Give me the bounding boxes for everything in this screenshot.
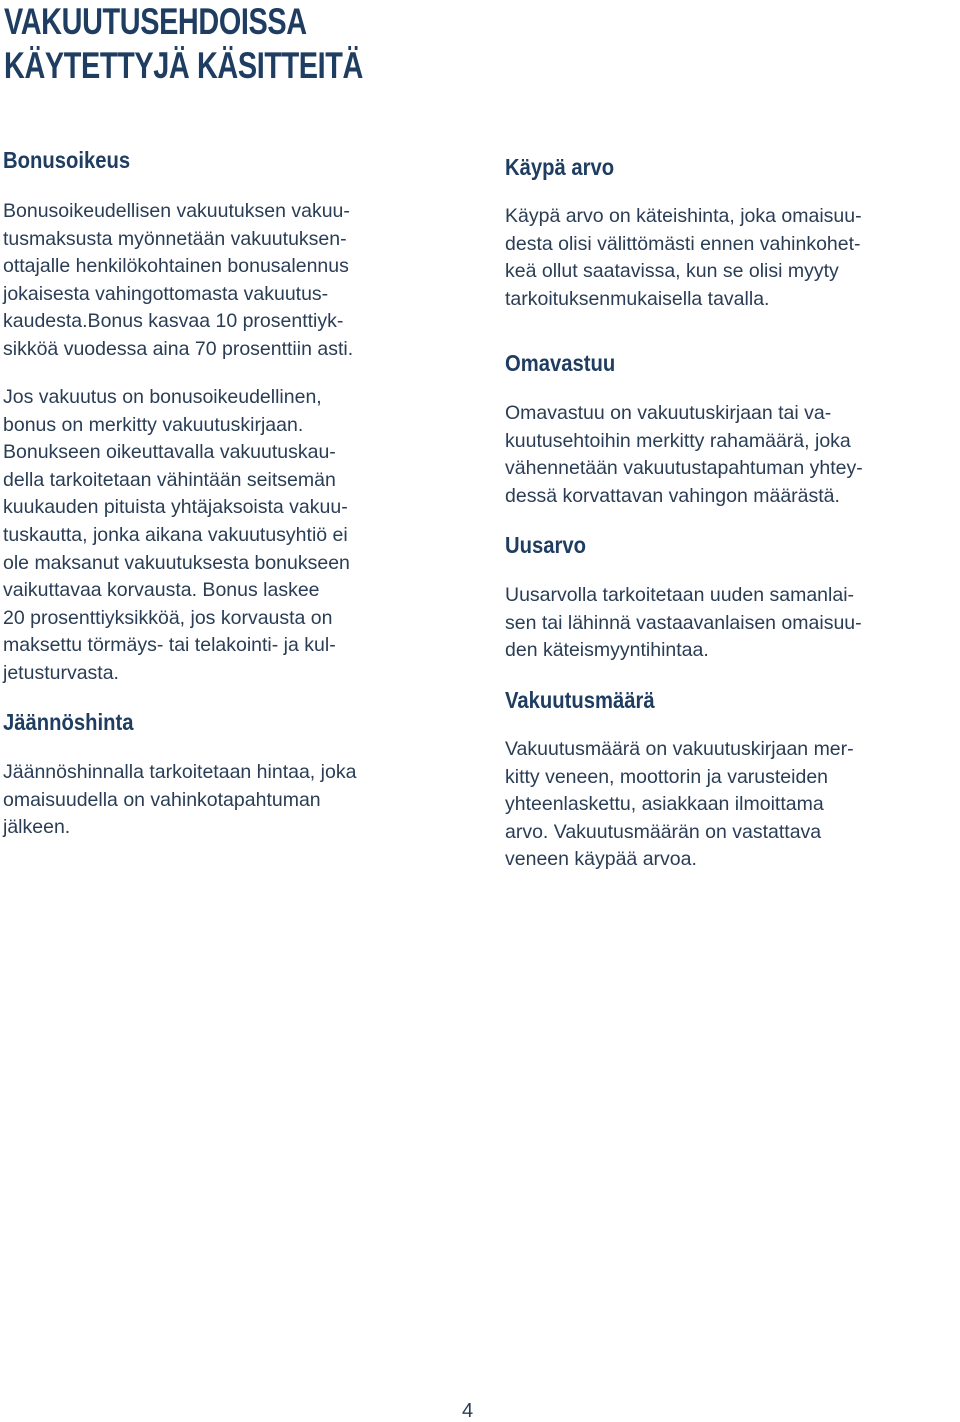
vakuutusmaara-paragraph — [505, 736, 955, 874]
page-title-line-2: KÄYTETTYJÄ KÄSITTEITÄ — [4, 45, 363, 86]
text-line: ole maksanut vakuutuksesta bonukseen — [3, 551, 350, 574]
uusarvo-paragraph — [505, 582, 955, 665]
text-line: den käteismyyntihintaa. — [505, 639, 709, 662]
text-line: Jos vakuutus on bonusoikeudellinen, — [3, 386, 322, 408]
text-line: Bonusoikeudellisen vakuutuksen vakuu- — [3, 200, 350, 222]
section-bonusoikeus — [3, 146, 453, 174]
jaannoshinta-paragraph — [3, 759, 453, 842]
text-line: arvo. Vakuutusmäärän on vastattava — [505, 820, 822, 843]
text-line: jokaisesta vahingottomasta vakuutus- — [3, 282, 329, 305]
text-line: ottajalle henkilökohtainen bonusalennus — [3, 255, 349, 278]
text-line: bonus on merkitty vakuutuskirjaan. — [3, 413, 304, 436]
section-kaypa-arvo — [505, 153, 955, 181]
page-number: 4 — [462, 1400, 474, 1422]
text-line: kuutusehtoihin merkitty rahamäärä, joka — [505, 429, 851, 452]
text-line: jälkeen. — [3, 816, 71, 839]
heading-vakuutusmaara: Vakuutusmäärä — [505, 687, 655, 713]
text-line: della tarkoitetaan vähintään seitsemän — [3, 468, 336, 491]
text-line: kitty veneen, moottorin ja varusteiden — [505, 765, 829, 788]
text-line: yhteenlaskettu, asiakkaan ilmoittama — [505, 793, 824, 816]
omavastuu-paragraph — [505, 400, 955, 510]
text-line: keä ollut saatavissa, kun se olisi myyty — [505, 260, 839, 283]
section-omavastuu — [505, 349, 955, 377]
bonusoikeus-paragraph-2 — [3, 384, 453, 688]
text-line: Uusarvolla tarkoitetaan uuden samanlai- — [505, 584, 855, 606]
text-line: desta olisi välittömästi ennen vahinkohet- — [505, 232, 861, 255]
text-line: tuskautta, jonka aikana vakuutusyhtiö ei — [3, 523, 348, 546]
text-line: vaikuttavaa korvausta. Bonus laskee — [3, 579, 320, 602]
text-line: veneen käypää arvoa. — [505, 848, 697, 871]
bonusoikeus-paragraph-1 — [3, 198, 453, 364]
section-uusarvo — [505, 531, 955, 559]
text-line: Omavastuu on vakuutuskirjaan tai va- — [505, 402, 832, 424]
heading-jaannoshinta: Jäännöshinta — [3, 709, 134, 735]
text-line: dessä korvattavan vahingon määrästä. — [505, 484, 840, 507]
text-line: sen tai lähinnä vastaavanlaisen omaisuu- — [505, 611, 862, 634]
text-line: vähennetään vakuutustapahtuman yhtey- — [505, 457, 863, 480]
section-jaannoshinta — [3, 708, 453, 736]
page-title — [4, 0, 363, 88]
text-line: omaisuudella on vahinkotapahtuman — [3, 788, 321, 811]
text-line: Jäännöshinnalla tarkoitetaan hintaa, joka — [3, 761, 357, 783]
heading-omavastuu: Omavastuu — [505, 350, 616, 376]
heading-uusarvo: Uusarvo — [505, 532, 587, 558]
text-line: maksettu törmäys- tai telakointi- ja kul- — [3, 634, 336, 657]
section-vakuutusmaara — [505, 686, 955, 714]
page-title-line-1: VAKUUTUSEHDOISSA — [4, 1, 307, 42]
heading-bonusoikeus: Bonusoikeus — [3, 147, 131, 173]
text-line: 20 prosenttiyksikköä, jos korvausta on — [3, 606, 333, 629]
text-line: tarkoituksenmukaisella tavalla. — [505, 287, 770, 310]
text-line: kuukauden pituista yhtäjaksoista vakuu- — [3, 496, 348, 519]
text-line: sikköä vuodessa aina 70 prosenttiin asti. — [3, 337, 354, 360]
text-line: Käypä arvo on käteishinta, joka omaisuu- — [505, 205, 862, 227]
text-line: Bonukseen oikeuttavalla vakuutuskau- — [3, 441, 336, 464]
text-line: kaudesta.Bonus kasvaa 10 prosenttiyk- — [3, 310, 344, 333]
text-line: tusmaksusta myönnetään vakuutuksen- — [3, 227, 347, 250]
kaypa-arvo-paragraph — [505, 203, 955, 313]
text-line: jetusturvasta. — [3, 661, 119, 684]
text-line: Vakuutusmäärä on vakuutuskirjaan mer- — [505, 738, 854, 760]
heading-kaypa-arvo: Käypä arvo — [505, 154, 615, 180]
